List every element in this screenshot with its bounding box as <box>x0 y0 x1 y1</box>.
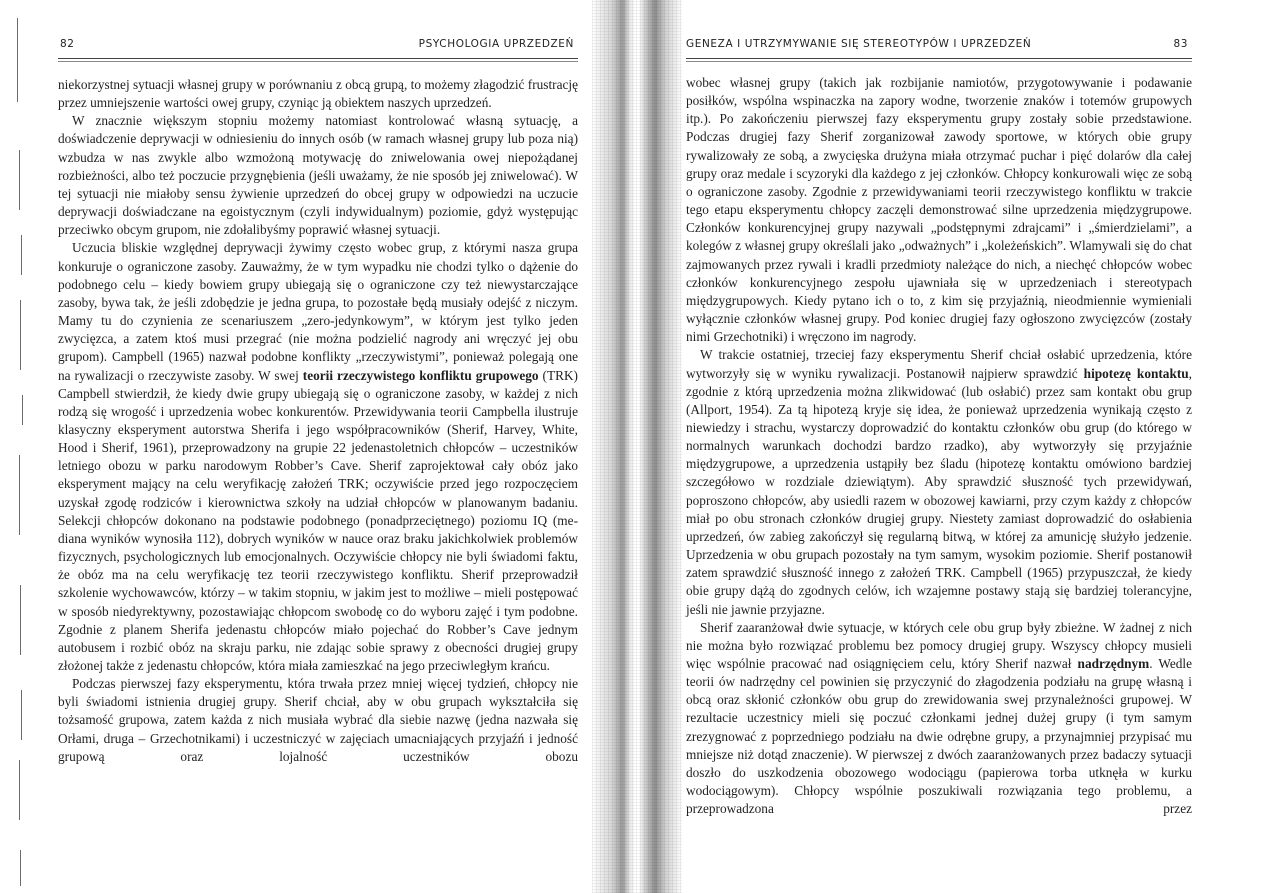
text-run: Sherif zaaranżował dwie sytuacje, w których cele obu grup były zbieżne. W żadnej z nich nie można było rozwiązać problemu bez pomocy drugiej grupy. Wszyscy chłopcy musieli więc wspólnie pracować nad osiągnięciem celu, który Sherif nazwał <box>686 619 1192 671</box>
paragraph <box>58 675 578 766</box>
left-page <box>58 0 578 893</box>
paragraph <box>58 239 578 675</box>
text-run: Podczas pierwszej fazy eksperymentu, która trwała przez mniej więcej tydzień, chłopcy nie byli świadomi istnienia drugiej grupy. Sherif chciał, aby w obu grupach wykształciła się tożsamość grupowa, zatem każda z nich musiała wybrać dla siebie nazwę (jedna nazwała się Orłami, druga – Grzechotnikami) i uczestniczyć w zajęciach umacniających przyjaźń i jedność grupową oraz lojalność uczestników obozu <box>58 676 578 764</box>
text-run: . Wedle teorii ów nadrzędny cel powinien się przyczynić do złagodzenia podziału na grupę własną i obcą oraz skłonić członków obu grup do zrewidowania swej przynależności grupowej. W rezultacie uczestnicy mieli się poczuć członkami jednej dużej grupy (i tym samym zrezygnować z poprzedniego podziału na dwie odrębne grupy, a przynajmniej przypisać mu mniejsze niż dotąd znaczenie). W pierwszej z dwóch zaaranżowanych przez badaczy sytuacji doszło do uszkodzenia obozowego wodociągu (papierowa torba utknęła w kurku wodociągowym). Chłopcy wspólnie poszukiwali rozwiązania tego problemu, a przeprowadzona przez <box>686 656 1192 817</box>
text-run: (TRK) Campbell stwierdził, że kiedy dwie grupy ubiegają się o ograniczone zasoby, w każdej z nich rodzą się wrogość i uprzedzenia wobec konkurentów. Przewidywania teorii Campbella ilustruje klasyczny eksperyment autorstwa Sherifa i jego współpracowników (Sherif, Harvey, White, Hood i Sherif, 1961), przeprowadzony na grupie 22 jedenastoletnich chłopców – uczestników letniego obozu w parku narodowym Robber’s Cave. Sherif zaprojektował cały obóz jako eksperyment mający na celu weryfikację założeń TRK; oczywiście przed jego rozpoczęciem uzyskał zgodę rodziców i kierownictwa szkoły na udział chłopców w planowanym badaniu. Selekcji chłopców dokonano na podstawie podobnego (ponadprzeciętnego) poziomu IQ (mediana wyników wynosiła 112), dobrych wyników w nauce oraz braku jakichkolwiek problemów fizycznych, psychologicznych lub emocjonalnych. Oczywiście chłopcy nie byli świadomi faktu, że obóz ma na celu weryfikację tez teorii rzeczywistego konfliktu. Sherif przeprowadził szkolenie wychowawców, którzy – w takim stopniu, w jakim jest to możliwe – mieli postępować w sposób niedyrektywny, pozostawiając chłopcom swobodę co do wyboru zajęć i tym podobne. Zgodnie z planem Sherifa jedenastu chłopców miało pojechać do Robber’s Cave jednym autobusem i rozbić obóz na skraju parku, nie zdając sobie sprawy z obecności drugiej grupy złożonej także z jedenastu chłopców, która miała zamieszkać na jego przeciwległym krańcu. <box>58 367 578 673</box>
right-page-number: 83 <box>1173 38 1188 50</box>
left-body-text <box>58 76 578 766</box>
bold-term: nadrzędnym <box>1077 656 1150 671</box>
text-run: W trakcie ostatniej, trzeciej fazy eksperymentu Sherif chciał osłabić uprzedzenia, które wytworzyły się w wyniku rywalizacji. Postanowił najpierw sprawdzić <box>686 347 1192 381</box>
text-run: W znacznie większym stopniu możemy natomiast kontrolować własną sytuację, a doświadczenie deprywacji w odniesieniu do innych osób (w ramach własnej grupy lub poza nią) wzbudza w nas zwykle albo wzmożoną motywację do zniwelowania owej niepożądanej rozbieżności, albo też poczucie przygnębienia (jeśli uważamy, że nie sposób jej zniwelować). W tej sytuacji nie miałoby sensu żywienie uprzedzeń do obcej grupy w odpowiedzi na uczucie deprywacji doświadczane na egoistycznym (czyli indywidualnym) poziomie, gdyż występując przeciwko obcym grupom, nie zdołalibyśmy poprawić własnej sytuacji. <box>58 113 578 238</box>
right-body-text <box>686 74 1192 818</box>
right-running-title: GENEZA I UTRZYMYWANIE SIĘ STEREOTYPÓW I UPRZEDZEŃ <box>686 38 1032 50</box>
text-run: niekorzystnej sytuacji własnej grupy w porównaniu z obcą grupą, to możemy złagodzić frustrację przez umniejszenie wartości owej grupy, czyniąc ją obiektem naszych uprzedzeń. <box>58 77 578 111</box>
text-run: , zgodnie z którą uprzedzenia można zlikwidować (lub osłabić) przez sam kontakt obu grup (Allport, 1954). Za tą hipotezą kryje się idea, że ponieważ uprzedzenia wynikają często z niewiedzy i strachu, wystarczy doprowadzić do kontaktu członków obu grup (do którego w normalnych warunkach dochodzi bardzo rzadko), aby wytworzyły się przyjaźnie międzygrupowe, a uprzedzenia ustąpiły bez śladu (hipotezę kontaktu omówiono bardziej szczegółowo w rozdziale dziewiątym). Aby sprawdzić słuszność tych przewidywań, poproszono chłopców, aby usiedli razem w obozowej kawiarni, przy czym każdy z chłopców miał po obu stronach członków drugiej grupy. Niestety zamiast doprowadzić do osłabienia uprzedzeń, ów zabieg zakończył się regularną bitwą, w której za amunicję służyło jedzenie. Uprzedzenia w obu grupach pozostały na tym samym, wysokim poziomie. Sherif postanowił zatem sprawdzić słuszność innego z założeń TRK. Campbell (1965) przypuszczał, że kiedy obie grupy dążą do zgodnych celów, ich wzajemne postawy stają się bardziej tolerancyjne, jeśli nie jawnie przyjazne. <box>686 365 1192 617</box>
left-running-title: PSYCHOLOGIA UPRZEDZEŃ <box>418 38 574 50</box>
paragraph <box>58 112 578 239</box>
bold-term: hipotezę kontaktu <box>1083 365 1189 381</box>
bold-term: teorii rzeczywistego konfliktu grupowego <box>302 367 539 383</box>
right-header-rule <box>686 58 1192 62</box>
right-page <box>686 0 1192 893</box>
left-running-head <box>58 38 578 54</box>
left-page-number: 82 <box>60 38 75 50</box>
text-run: Uczucia bliskie względnej deprywacji żywimy często wobec grup, z którymi nasza grupa konkuruje o ograniczone zasoby. Zauważmy, że w tym wypadku nie chodzi tylko o dążenie do podobnego celu – kiedy bowiem grupy ubiegają się o ograniczone czy też niewystarczające zasoby, bywa tak, że jeśli zdobędzie je jedna grupa, to pozostałe będą musiały odejść z niczym. Mamy tu do czynienia ze scenariuszem „zero-jedynkowym”, w którym jest tylko jeden zwycięzca, a zatem ktoś musi przegrać (nie można podzielić nagrody ani wręczyć jej obu grupom). Campbell (1965) nazwał podobne konflikty „rzeczywistymi”, ponieważ polegają one na rywalizacji o rzeczywiste zasoby. W swej <box>58 240 578 383</box>
right-running-head <box>686 38 1192 54</box>
paragraph <box>686 346 1192 618</box>
paragraph <box>58 76 578 112</box>
paragraph <box>686 74 1192 346</box>
left-header-rule <box>58 58 578 62</box>
paragraph <box>686 619 1192 819</box>
text-run: wobec własnej grupy (takich jak rozbijanie namiotów, przygotowywanie i podawanie posiłków, wspólna wspinaczka na zapory wodne, tworzenie znaków i totemów grupowych itp.). Po zakończeniu pierwszej fazy eksperymentu grupy zostały sobie przedstawione. Podczas drugiej fazy Sherif zorganizował zawody sportowe, w których obie grupy rywalizowały ze sobą, a zwycięska drużyna miała otrzymać puchar i pięć dolarów dla całej grupy oraz medale i scyzoryki dla każdego z jej członków. Chłopcy konkurowali więc ze sobą o ograniczone zasoby. Zgodnie z przewidywaniami teorii rzeczywistego konfliktu w trakcie tego etapu eksperymentu chłopcy zaczęli demonstrować silne uprzedzenia międzygrupowe. Członków konkurencyjnej grupy nazywali „podstępnymi zdrajcami” i „śmierdzielami”, a kolegów z własnej grupy określali jako „odważnych” i „koleżeńskich”. Wlamywali się do chat zajmowanych przez rywali i kradli przedmioty należące do nich, a niechęć chłopców wobec członków konkurencyjnego zespołu ujawniała się w uprzedzeniach i stereotypach międzygrupowych. Kiedy pytano ich o to, z kim się przyjaźnią, nieodmiennie wymieniali wyłącznie członków własnej grupy. Pod koniec drugiej fazy ogłoszono zwycięzców (zostały nimi Grzechotniki) i wręczono im nagrody. <box>686 75 1192 345</box>
